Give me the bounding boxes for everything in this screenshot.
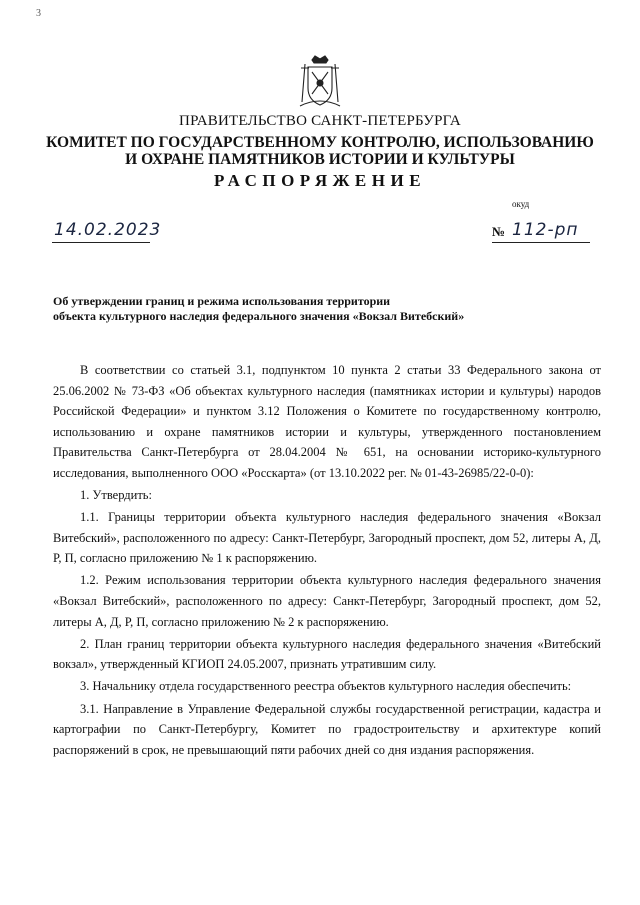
paragraph-2: 2. План границ территории объекта культурного наследия федерального значения «Витебский вокзал», утвержденный КГИОП 24.05.2007, признать утратившим силу. <box>53 636 601 672</box>
document-date: 14.02.2023 <box>54 220 162 240</box>
committee-line-2: И ОХРАНЕ ПАМЯТНИКОВ ИСТОРИИ И КУЛЬТУРЫ <box>125 151 515 168</box>
coat-of-arms-icon <box>297 54 343 110</box>
committee-line-1: КОМИТЕТ ПО ГОСУДАРСТВЕННОМУ КОНТРОЛЮ, ИСПОЛЬЗОВАНИЮ <box>46 134 594 151</box>
number-sign: № <box>492 224 506 239</box>
paragraph-1-1: 1.1. Границы территории объекта культурного наследия федерального значения «Вокзал Витебский», расположенного по адресу: Санкт-Петербург, Загородный проспект, дом 52, литеры А, Д, Р, П, согласно приложению № 1 к распоряжению. <box>53 510 601 566</box>
government-name: ПРАВИТЕЛЬСТВО САНКТ-ПЕТЕРБУРГА <box>179 113 461 129</box>
subject-line-1: Об утверждении границ и режима использования территории <box>53 294 391 308</box>
paragraph-3-1: 3.1. Направление в Управление Федеральной службы государственной регистрации, кадастра и картографии по Санкт-Петербургу, Комитет по градостроительству и архитектуре копий распоряжений в срок, не превышающий пяти рабочих дней со дня издания распоряжения. <box>53 701 601 757</box>
number-field <box>492 220 590 243</box>
paragraph-preamble: В соответствии со статьей 3.1, подпунктом 10 пункта 2 статьи 33 Федерального закона от 25.06.2002 № 73-ФЗ «Об объектах культурного наследия (памятниках истории и культуры) народов Российской Федерации» и пунктом 3.12 Положения о Комитете по государственному контролю, использованию и охране памятников истории и культуры, утвержденного постановлением Правительства Санкт-Петербурга от 28.04.2004 № 651, на основании историко-культурного исследования, выполненного ООО «Росскарта» (от 13.10.2022 рег. № 01-43-26985/22-0-0): <box>53 363 601 480</box>
date-field <box>52 220 162 243</box>
subject-line-2: объекта культурного наследия федерального значения «Вокзал Витебский» <box>53 308 465 323</box>
okud-label: окуд <box>512 199 530 209</box>
committee-name <box>0 134 640 168</box>
document-number: 112-рп <box>512 220 579 240</box>
paragraph-1-2: 1.2. Режим использования территории объекта культурного наследия федерального значения «Вокзал Витебский», расположенного по адресу: Санкт-Петербург, Загородный проспект, дом 52, литеры А, Д, Р, П, согласно приложению № 2 к распоряжению. <box>53 573 601 629</box>
paragraph-3: 3. Начальнику отдела государственного реестра объектов культурного наследия обеспечить: <box>80 679 572 694</box>
paragraph-1: 1. Утвердить: <box>80 488 152 503</box>
document-body <box>53 360 601 762</box>
scan-mark: 3 <box>36 8 41 19</box>
document-type: РАСПОРЯЖЕНИЕ <box>213 171 427 190</box>
document-subject <box>53 294 613 323</box>
